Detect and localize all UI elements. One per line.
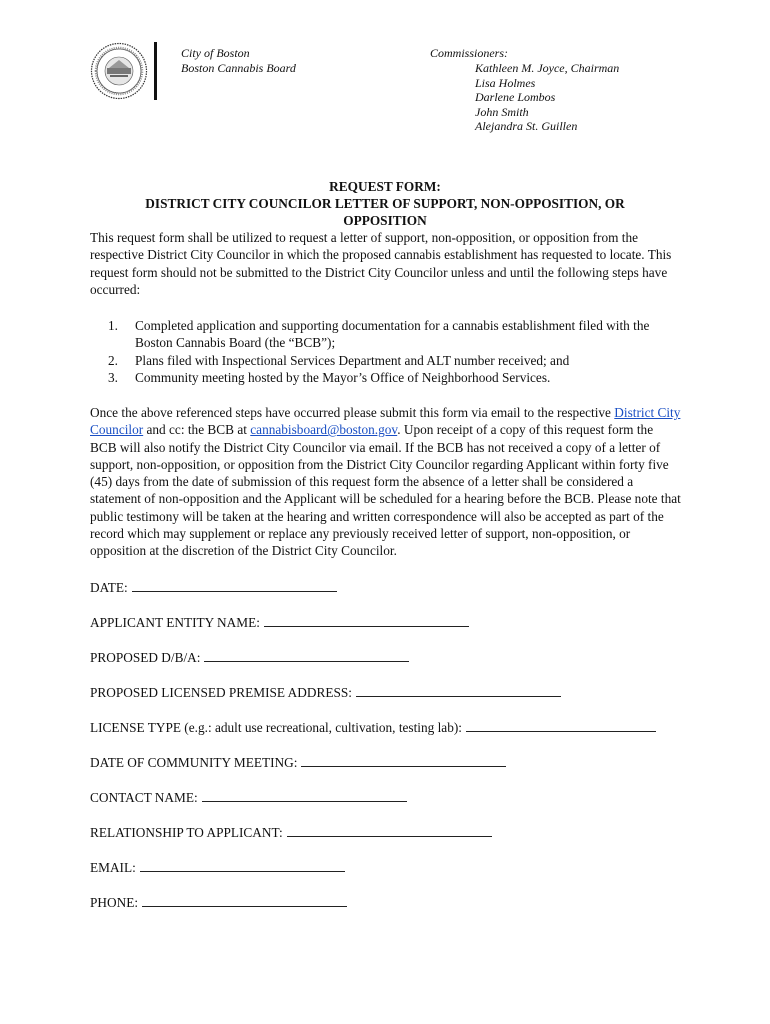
instructions-text: and cc: the BCB at — [143, 422, 251, 438]
field-label: DATE OF COMMUNITY MEETING: — [90, 755, 298, 770]
applicant-entity-name-blank[interactable] — [264, 614, 469, 627]
premise-address-field — [90, 684, 561, 701]
field-label: LICENSE TYPE (e.g.: adult use recreational, cultivation, testing lab): — [90, 720, 462, 735]
field-label: PHONE: — [90, 895, 139, 910]
header-divider — [154, 42, 157, 100]
contact-name-blank[interactable] — [202, 789, 407, 802]
community-meeting-date-field — [90, 754, 506, 771]
phone-blank[interactable] — [142, 894, 347, 907]
commissioner-name: John Smith — [475, 104, 529, 119]
step-text: Community meeting hosted by the Mayor’s Office of Neighborhood Services. — [135, 369, 551, 385]
date-field — [90, 579, 337, 596]
organization-block — [181, 46, 296, 76]
relationship-blank[interactable] — [287, 824, 492, 837]
step-text: Plans filed with Inspectional Services Department and ALT number received; and — [135, 352, 570, 368]
bcb-email-link[interactable]: cannabisboard@boston.gov — [250, 422, 398, 438]
field-label: EMAIL: — [90, 860, 136, 875]
proposed-dba-field — [90, 649, 409, 666]
relationship-field — [90, 824, 492, 841]
field-label: RELATIONSHIP TO APPLICANT: — [90, 825, 283, 840]
steps-list — [108, 317, 682, 386]
form-title — [90, 178, 680, 229]
intro-paragraph: This request form shall be utilized to request a letter of support, non-opposition, or opposition from the respective District City Councilor in which the proposed cannabis establishment has requested to locate. This request form should not be submitted to the District City Councilor unless and until the following steps have occurred: — [90, 230, 672, 297]
step-text: Completed application and supporting documentation for a cannabis establishment filed with the Boston Cannabis Board (the “BCB”); — [135, 318, 650, 351]
city-seal-logo — [90, 42, 148, 100]
phone-field — [90, 894, 347, 911]
proposed-dba-blank[interactable] — [204, 649, 409, 662]
field-label: DATE: — [90, 580, 128, 595]
email-blank[interactable] — [140, 859, 345, 872]
step-number: 1. — [108, 318, 118, 333]
field-label: APPLICANT ENTITY NAME: — [90, 615, 260, 630]
org-city: City of Boston — [181, 46, 250, 60]
commissioner-name: Alejandra St. Guillen — [475, 119, 578, 134]
list-item — [108, 317, 682, 352]
license-type-blank[interactable] — [466, 719, 656, 732]
field-label: PROPOSED LICENSED PREMISE ADDRESS: — [90, 685, 352, 700]
commissioner-name: Darlene Lombos — [475, 90, 556, 105]
title-line: REQUEST FORM: — [329, 179, 441, 194]
instructions-paragraph — [90, 404, 682, 560]
date-blank[interactable] — [132, 579, 337, 592]
title-line: OPPOSITION — [343, 213, 427, 228]
field-label: PROPOSED D/B/A: — [90, 650, 201, 665]
field-label: CONTACT NAME: — [90, 790, 198, 805]
community-meeting-date-blank[interactable] — [301, 754, 506, 767]
instructions-text: . Upon receipt of a copy of this request form the BCB will also notify the District City Councilor via email. If the BCB has not received a copy of a letter of support, non-opposition, or opposition from the District City Councilor regarding Applicant within forty five (45) days from the date of submission of this request form the absence of a letter shall be considered a statement of non-opposition and the Applicant will be scheduled for a hearing before the BCB. Please note that public testimony will be taken at the hearing and written correspondence will also be accepted as part of the record which may supplement or replace any previously received letter of support, non-opposition, or opposition at the discretion of the District City Councilor. — [90, 422, 681, 559]
step-number: 3. — [108, 369, 118, 385]
district-councilor-link[interactable]: District City Councilor — [90, 405, 681, 438]
license-type-field — [90, 719, 656, 736]
commissioners-label: Commissioners: — [430, 46, 509, 60]
applicant-entity-name-field — [90, 614, 469, 631]
list-item — [108, 369, 682, 386]
list-item — [108, 352, 682, 369]
commissioner-name: Lisa Holmes — [475, 75, 536, 90]
commissioners-list — [475, 61, 619, 134]
org-board: Boston Cannabis Board — [181, 61, 296, 75]
premise-address-blank[interactable] — [356, 684, 561, 697]
email-field — [90, 859, 345, 876]
step-number: 2. — [108, 352, 118, 368]
commissioner-name: Kathleen M. Joyce, Chairman — [475, 61, 620, 75]
title-line: DISTRICT CITY COUNCILOR LETTER OF SUPPORT, NON-OPPOSITION, OR — [145, 196, 625, 211]
instructions-text: Once the above referenced steps have occurred please submit this form via email to the respective — [90, 405, 615, 420]
contact-name-field — [90, 789, 407, 806]
